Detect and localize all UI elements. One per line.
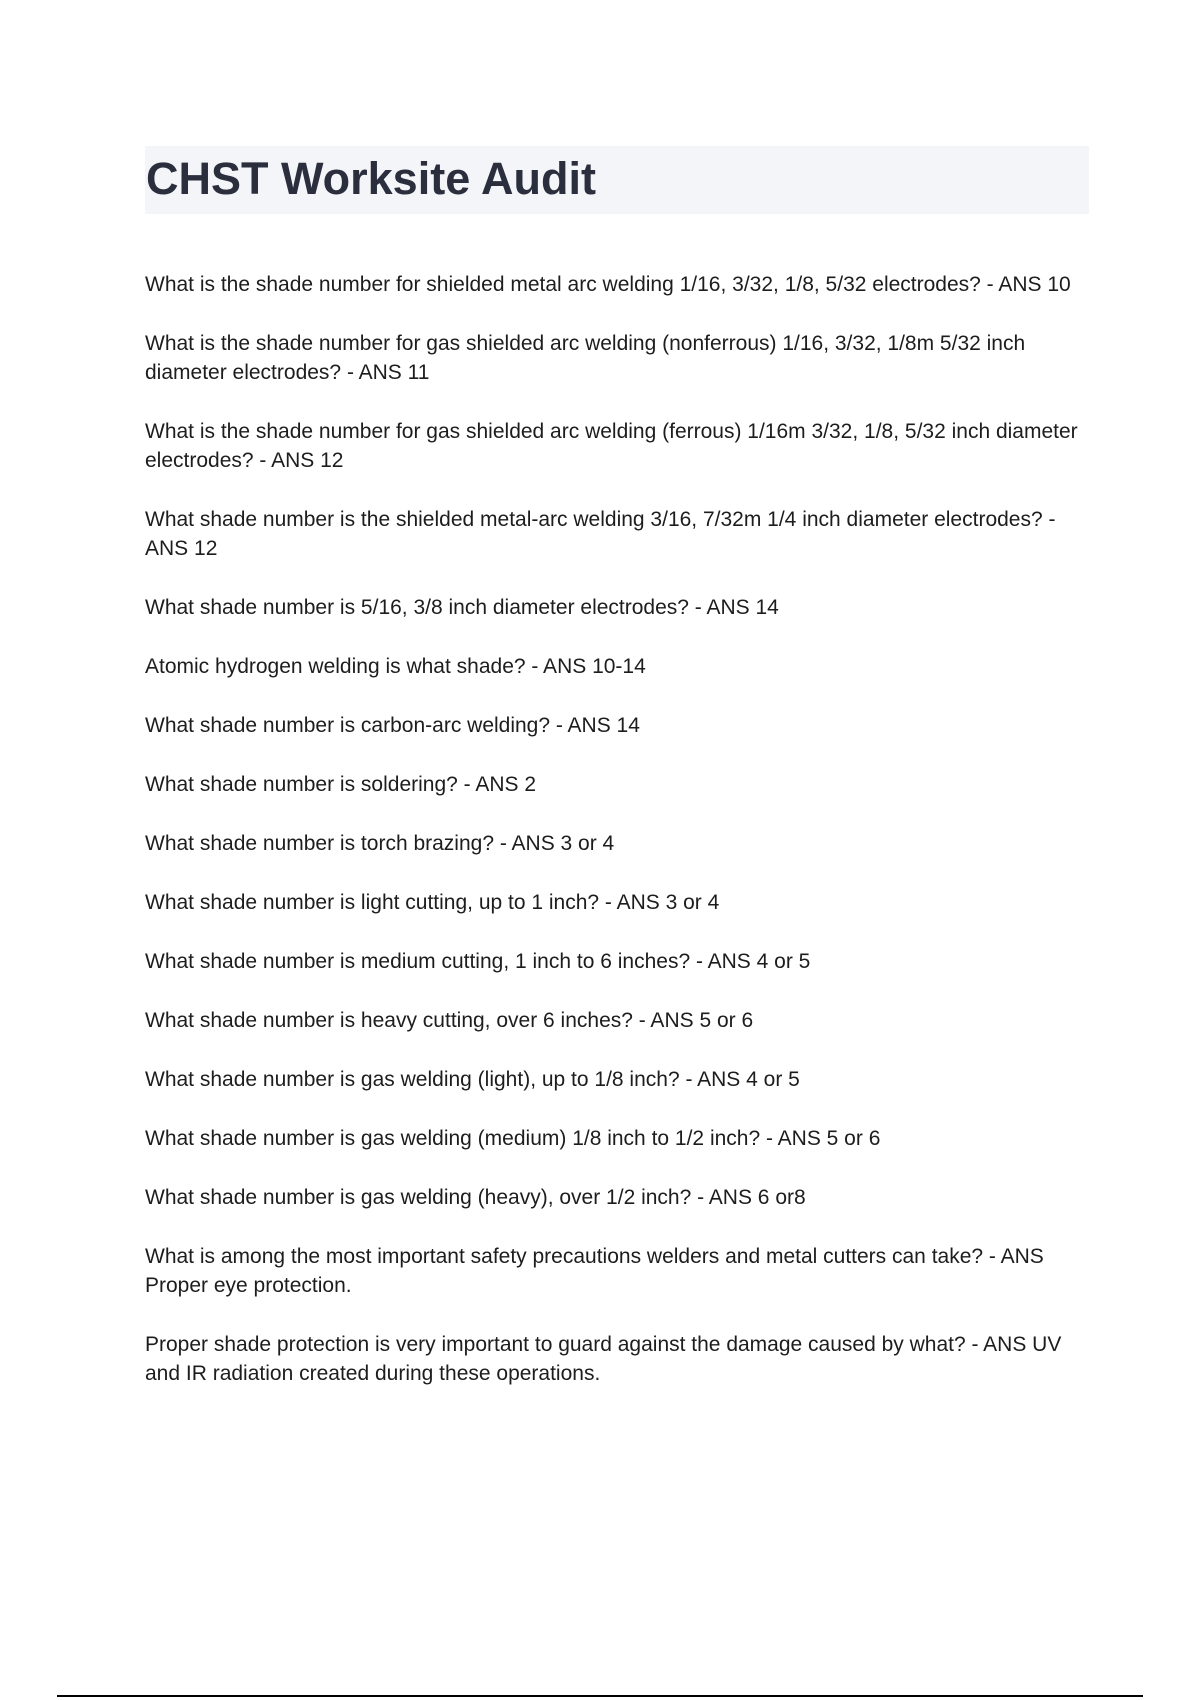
qa-item: What shade number is carbon-arc welding? - ANS 14	[145, 714, 640, 737]
qa-item: What is among the most important safety precautions welders and metal cutters can take? - ANS Proper eye protection.	[145, 1245, 1044, 1297]
qa-item: What shade number is heavy cutting, over 6 inches? - ANS 5 or 6	[145, 1009, 754, 1032]
qa-item: What is the shade number for gas shielded arc welding (ferrous) 1/16m 3/32, 1/8, 5/32 inch diameter electrodes? - ANS 12	[145, 420, 1078, 472]
qa-item: What shade number is medium cutting, 1 inch to 6 inches? - ANS 4 or 5	[145, 950, 811, 973]
qa-item: What shade number is the shielded metal-arc welding 3/16, 7/32m 1/4 inch diameter electrodes? - ANS 12	[145, 508, 1056, 560]
qa-item: What shade number is soldering? - ANS 2	[145, 773, 537, 796]
qa-list	[145, 270, 1085, 1388]
qa-item: What is the shade number for gas shielded arc welding (nonferrous) 1/16, 3/32, 1/8m 5/32 inch diameter electrodes? - ANS 11	[145, 332, 1026, 384]
bottom-rule	[57, 1695, 1143, 1697]
page-title: CHST Worksite Audit	[146, 153, 597, 204]
qa-item: What shade number is gas welding (medium) 1/8 inch to 1/2 inch? - ANS 5 or 6	[145, 1127, 881, 1150]
qa-item: What shade number is gas welding (light), up to 1/8 inch? - ANS 4 or 5	[145, 1068, 800, 1091]
qa-item: What shade number is gas welding (heavy), over 1/2 inch? - ANS 6 or8	[145, 1186, 806, 1209]
qa-item: What shade number is light cutting, up to 1 inch? - ANS 3 or 4	[145, 891, 720, 914]
qa-item: Atomic hydrogen welding is what shade? - ANS 10-14	[145, 655, 646, 678]
qa-item: Proper shade protection is very important to guard against the damage caused by what? - ANS UV and IR radiation created during these operations.	[145, 1333, 1062, 1385]
qa-item: What is the shade number for shielded metal arc welding 1/16, 3/32, 1/8, 5/32 electrodes? - ANS 10	[145, 273, 1071, 296]
qa-item: What shade number is torch brazing? - ANS 3 or 4	[145, 832, 615, 855]
qa-item: What shade number is 5/16, 3/8 inch diameter electrodes? - ANS 14	[145, 596, 779, 619]
title-band	[145, 146, 1089, 214]
